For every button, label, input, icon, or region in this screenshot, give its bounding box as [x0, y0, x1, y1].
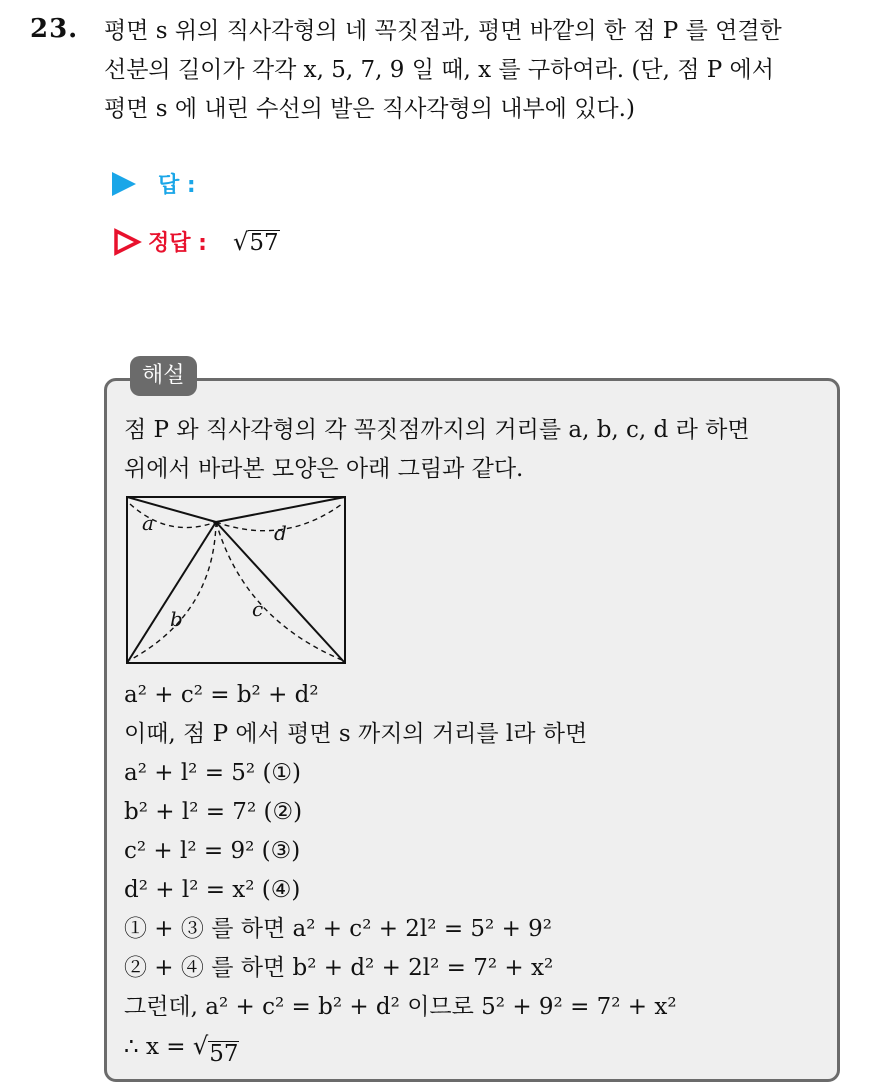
solution-step: 이때, 점 P 에서 평면 s 까지의 거리를 l라 하면 — [124, 721, 588, 747]
label-a: a — [142, 511, 154, 535]
solution-step: ① + ③ 를 하면 a² + c² + 2l² = 5² + 9² — [124, 916, 553, 942]
problem-line: 평면 s 에 내린 수선의 발은 직사각형의 내부에 있다.) — [104, 96, 635, 122]
solution-intro-line: 점 P 와 직사각형의 각 꼭짓점까지의 거리를 a, b, c, d 라 하면 — [124, 417, 750, 443]
answer-label: 답 : — [158, 173, 196, 198]
solution-step: d² + l² = x² (④) — [124, 877, 301, 903]
solution-step: b² + l² = 7² (②) — [124, 799, 303, 825]
answer-input-row[interactable] — [112, 168, 196, 199]
problem-line: 선분의 길이가 각각 x, 5, 7, 9 일 때, x 를 구하여라. (단, 점 P 에서 — [104, 57, 774, 83]
solution-tab: 해설 — [130, 356, 197, 396]
radical-sign: √ — [192, 1032, 209, 1060]
correct-answer-value — [233, 228, 280, 256]
solution-intro — [124, 411, 834, 489]
solution-step: a² + c² = b² + d² — [124, 682, 319, 708]
play-arrow-icon — [112, 172, 136, 196]
correct-answer-label: 정답 : — [148, 231, 207, 256]
label-c: c — [252, 597, 264, 621]
solution-step: a² + l² = 5² (①) — [124, 760, 302, 786]
solution-step: 그런데, a² + c² = b² + d² 이므로 5² + 9² = 7² + x² — [124, 994, 677, 1020]
label-b: b — [170, 607, 183, 631]
problem-number: 23. — [30, 14, 79, 44]
rectangle-outline — [127, 497, 345, 663]
problem-line: 평면 s 위의 직사각형의 네 꼭짓점과, 평면 바깥의 한 점 P 를 연결한 — [104, 18, 782, 44]
radicand: 57 — [249, 230, 279, 257]
final-step-prefix: ∴ x = — [124, 1034, 186, 1060]
outline-arrow-icon — [112, 227, 142, 257]
sqrt-expression — [233, 228, 280, 256]
solution-step: c² + l² = 9² (③) — [124, 838, 301, 864]
radical-sign: √ — [232, 227, 249, 256]
rectangle-diagram — [124, 494, 350, 666]
solution-intro-line: 위에서 바라본 모양은 아래 그림과 같다. — [124, 456, 524, 482]
segment-d — [216, 497, 345, 522]
radicand: 57 — [209, 1040, 239, 1067]
sqrt-expression — [193, 1027, 240, 1066]
solution-step: ② + ④ 를 하면 b² + d² + 2l² = 7² + x² — [124, 955, 554, 981]
solution-final-step — [124, 1027, 834, 1066]
correct-answer-row — [112, 226, 280, 257]
solution-steps — [124, 676, 834, 1066]
segment-a — [127, 497, 216, 522]
problem-statement — [104, 12, 864, 129]
label-d: d — [274, 521, 287, 545]
segment-b — [127, 522, 216, 663]
